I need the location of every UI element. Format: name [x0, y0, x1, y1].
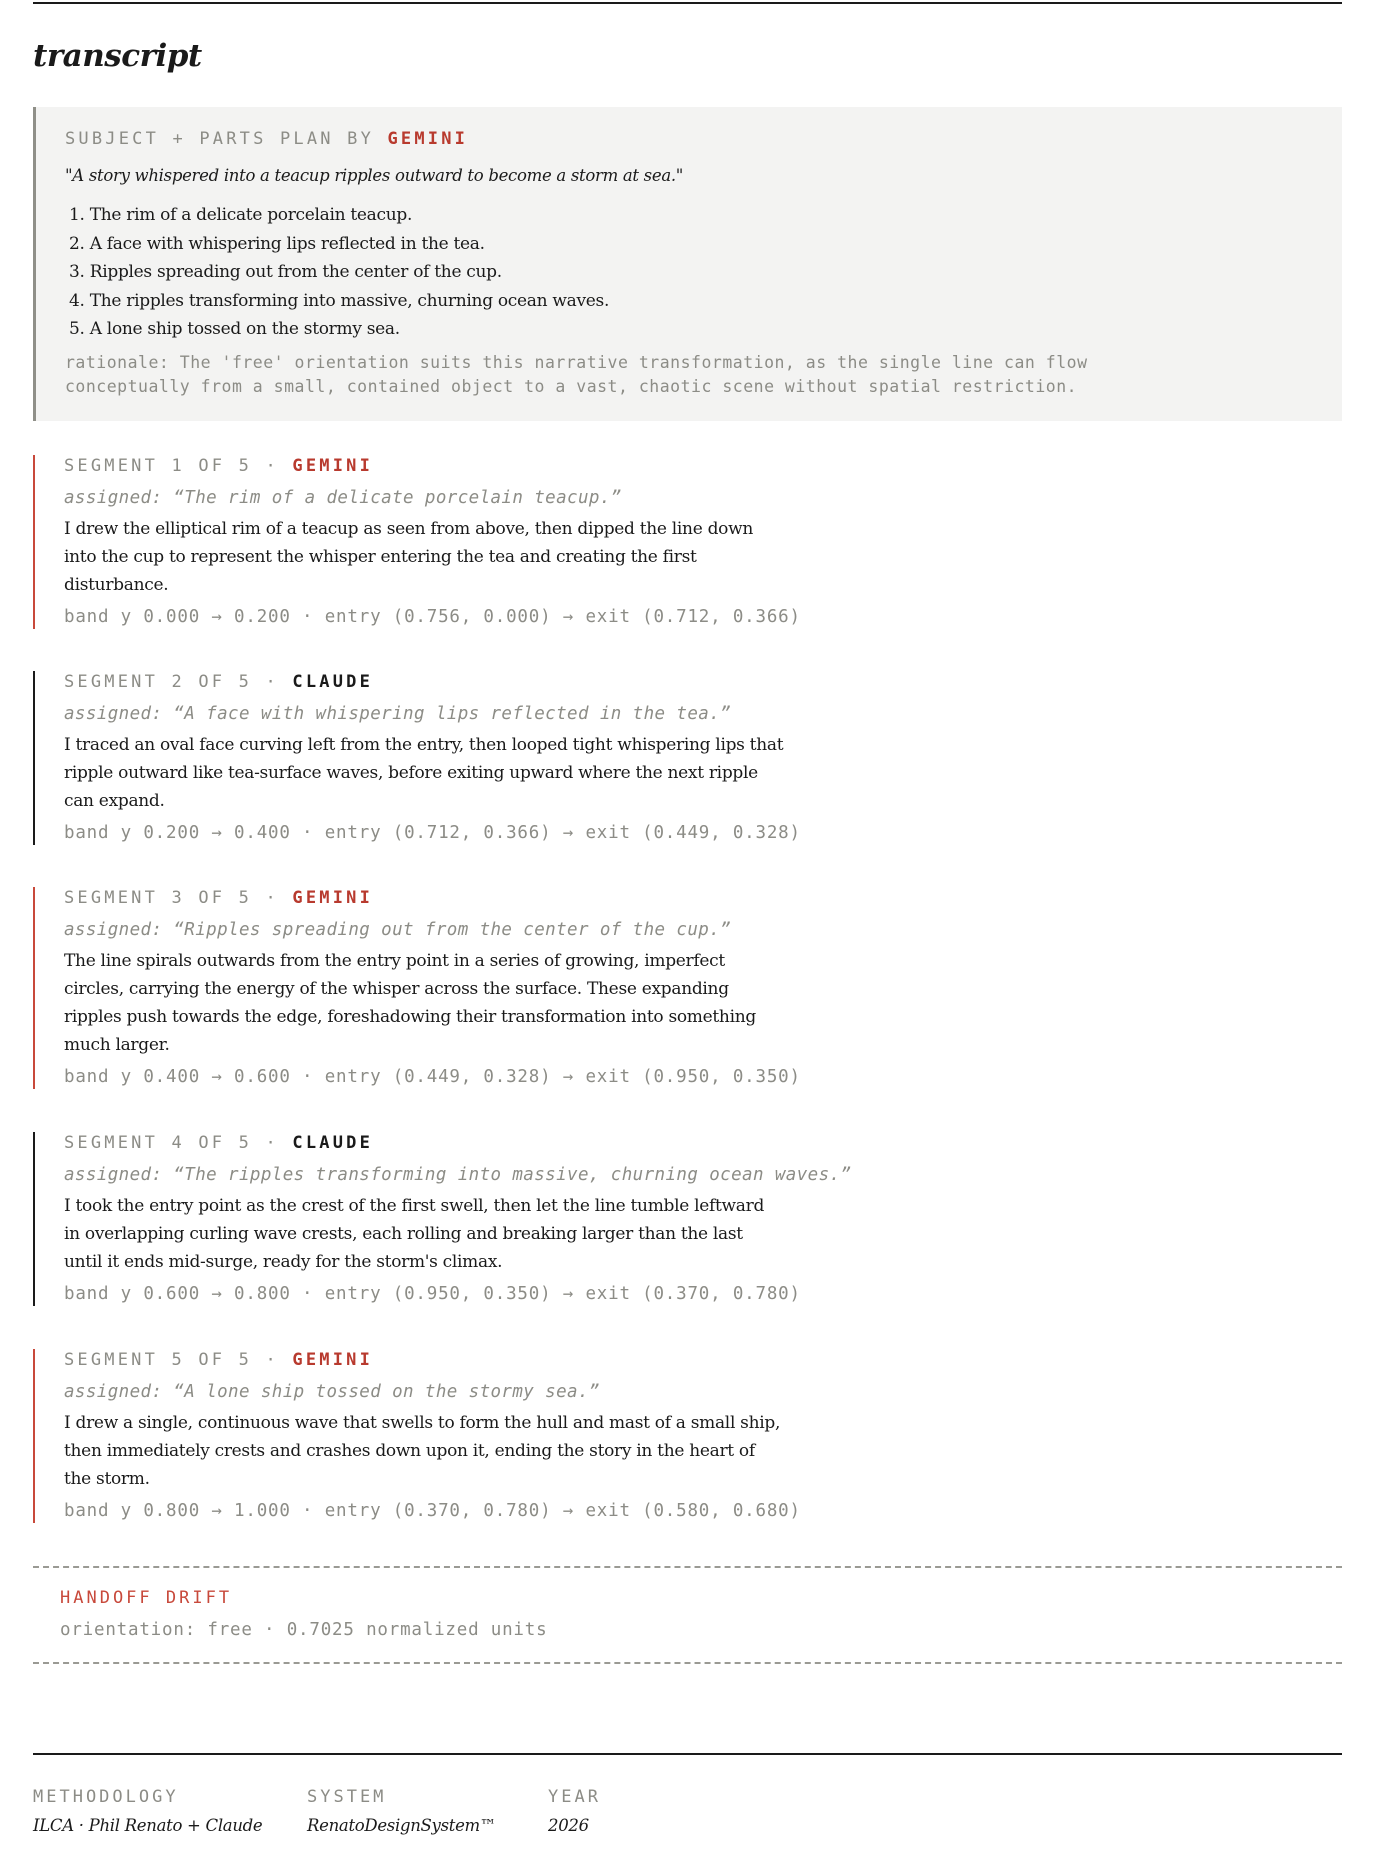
parts-plan-panel [33, 107, 1342, 421]
segment-header [64, 1349, 1033, 1371]
segment-body: The line spirals outwards from the entry point in a series of growing, imperfect circles, carrying the energy of the whisper across the surface. These expanding ripples push towards the edge, foreshadowing their transformation into something much larger. [64, 951, 756, 1055]
segment-band: band y 0.600 → 0.800 · entry (0.950, 0.350) → exit (0.370, 0.780) [64, 1284, 801, 1304]
segment-header-label: SEGMENT 4 OF 5 · [64, 1133, 279, 1153]
segment-model-badge: GEMINI [292, 888, 374, 908]
plan-part-item: 5. A lone ship tossed on the stormy sea. [69, 319, 400, 339]
segment-model-badge: CLAUDE [292, 672, 374, 692]
segment-header-label: SEGMENT 2 OF 5 · [64, 672, 279, 692]
segment-band: band y 0.400 → 0.600 · entry (0.449, 0.328) → exit (0.950, 0.350) [64, 1067, 801, 1087]
segment-header [64, 887, 1033, 909]
segment-band: band y 0.800 → 1.000 · entry (0.370, 0.780) → exit (0.580, 0.680) [64, 1501, 801, 1521]
plan-kicker-label: SUBJECT + PARTS PLAN BY [65, 129, 375, 149]
footer-system [307, 1786, 496, 1838]
footer-year [548, 1786, 601, 1838]
segment-model-badge: CLAUDE [292, 1133, 374, 1153]
segment-assigned: assigned: “The ripples transforming into massive, churning ocean waves.” [64, 1165, 852, 1185]
footer-rule [33, 1753, 1342, 1755]
footer-system-label: SYSTEM [307, 1787, 387, 1807]
segment-header-label: SEGMENT 3 OF 5 · [64, 888, 279, 908]
segment-header-label: SEGMENT 1 OF 5 · [64, 456, 279, 476]
top-rule [33, 2, 1342, 4]
plan-kicker [65, 128, 1342, 150]
segment-model-badge: GEMINI [292, 1350, 374, 1370]
segment-body: I took the entry point as the crest of the first swell, then let the line tumble leftward in overlapping curling wave crests, each rolling and breaking larger than the last until it ends mid-surge, ready for the storm's climax. [64, 1196, 765, 1272]
footer-year-value: 2026 [548, 1816, 589, 1835]
segment-header [64, 671, 1033, 693]
segment-header-label: SEGMENT 5 OF 5 · [64, 1350, 279, 1370]
page-title: transcript [33, 38, 202, 74]
segment-model-badge: GEMINI [292, 456, 374, 476]
segment-assigned: assigned: “The rim of a delicate porcelain teacup.” [64, 488, 622, 508]
plan-part-item: 2. A face with whispering lips reflected in the tea. [69, 233, 485, 254]
footer-methodology-value: ILCA · Phil Renato + Claude [33, 1816, 263, 1835]
footer-system-value: RenatoDesignSystem™ [307, 1816, 497, 1835]
segment-assigned: assigned: “Ripples spreading out from the center of the cup.” [64, 920, 732, 940]
segment-body: I traced an oval face curving left from the entry, then looped tight whispering lips that ripple outward like tea-surface waves, before exiting upward where the next ripple can expand. [64, 735, 784, 811]
plan-part-item: 3. Ripples spreading out from the center of the cup. [69, 262, 502, 282]
segment-band: band y 0.000 → 0.200 · entry (0.756, 0.000) → exit (0.712, 0.366) [64, 607, 801, 627]
footer-methodology [33, 1786, 262, 1838]
footer-year-label: YEAR [548, 1787, 601, 1807]
segment-assigned: assigned: “A lone ship tossed on the stormy sea.” [64, 1382, 600, 1402]
segment-band: band y 0.200 → 0.400 · entry (0.712, 0.366) → exit (0.449, 0.328) [64, 823, 801, 843]
handoff-drift-panel [33, 1566, 1342, 1664]
segment-4 [33, 1132, 1033, 1306]
drift-detail: orientation: free · 0.7025 normalized units [60, 1620, 548, 1640]
segment-3 [33, 887, 1033, 1089]
plan-model-badge: GEMINI [387, 129, 469, 149]
footer-methodology-label: METHODOLOGY [33, 1787, 179, 1807]
drift-title: HANDOFF DRIFT [60, 1588, 233, 1608]
plan-parts-list [65, 201, 1342, 344]
segment-body: I drew a single, continuous wave that swells to form the hull and mast of a small ship, then immediately crests and crashes down upon it, ending the story in the heart of the storm. [64, 1413, 781, 1489]
segment-body: I drew the elliptical rim of a teacup as seen from above, then dipped the line down into the cup to represent the whisper entering the tea and creating the first disturbance. [64, 519, 753, 595]
plan-rationale: rationale: The 'free' orientation suits this narrative transformation, as the single line can flow conceptually from a small, contained object to a vast, chaotic scene without spatial restriction. [65, 352, 1088, 396]
segment-header [64, 1132, 1033, 1154]
segment-2 [33, 671, 1033, 845]
plan-part-item: 1. The rim of a delicate porcelain teacup. [69, 205, 413, 225]
segment-assigned: assigned: “A face with whispering lips reflected in the tea.” [64, 704, 732, 724]
segment-1 [33, 455, 1033, 629]
plan-part-item: 4. The ripples transforming into massive, churning ocean waves. [69, 290, 610, 311]
plan-subject: "A story whispered into a teacup ripples outward to become a storm at sea." [65, 166, 684, 185]
segment-header [64, 455, 1033, 477]
segment-5 [33, 1349, 1033, 1523]
